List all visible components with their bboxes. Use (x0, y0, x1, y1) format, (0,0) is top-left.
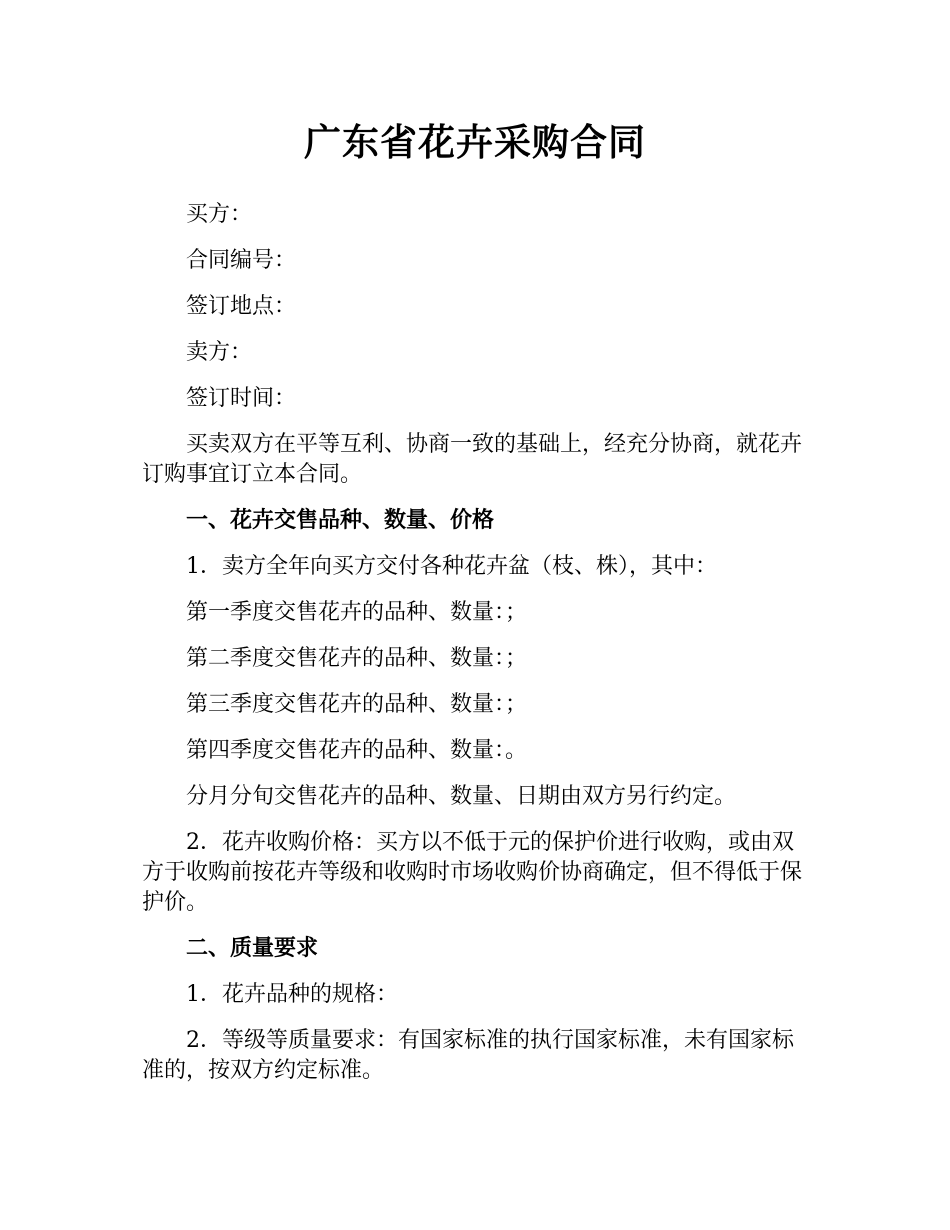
clause-1-1: 1．卖方全年向买方交付各种花卉盆（枝、株），其中： (186, 554, 717, 579)
quarter-2-line: 第二季度交售花卉的品种、数量：； (186, 646, 528, 671)
clause-2-2: 2．等级等质量要求：有国家标准的执行国家标准，未有国家标准的，按双方约定标准。 (142, 1028, 794, 1083)
preamble-paragraph: 买卖双方在平等互利、协商一致的基础上，经充分协商，就花卉订购事宜订立本合同。 (142, 432, 803, 487)
seller-field: 卖方： (186, 340, 253, 365)
section-1-heading: 一、花卉交售品种、数量、价格 (186, 508, 495, 533)
contract-number-field: 合同编号： (186, 248, 297, 273)
clause-1-2: 2．花卉收购价格：买方以不低于元的保护价进行收购，或由双方于收购前按花卉等级和收购时市场收购价协商确定，但不得低于保护价。 (142, 830, 803, 915)
document-title: 广东省花卉采购合同 (304, 121, 646, 164)
contract-body (142, 200, 810, 1102)
quarter-1-line: 第一季度交售花卉的品种、数量：； (186, 600, 528, 625)
quarter-3-line: 第三季度交售花卉的品种、数量：； (186, 692, 528, 717)
signing-place-field: 签订地点： (186, 294, 297, 319)
signing-time-field: 签订时间： (186, 386, 297, 411)
quarter-4-line: 第四季度交售花卉的品种、数量：。 (186, 738, 528, 763)
clause-2-1: 1．花卉品种的规格： (186, 982, 398, 1007)
section-2-heading: 二、质量要求 (186, 936, 319, 961)
monthly-schedule-line: 分月分旬交售花卉的品种、数量、日期由双方另行约定。 (186, 784, 737, 809)
buyer-field: 买方： (186, 202, 253, 227)
